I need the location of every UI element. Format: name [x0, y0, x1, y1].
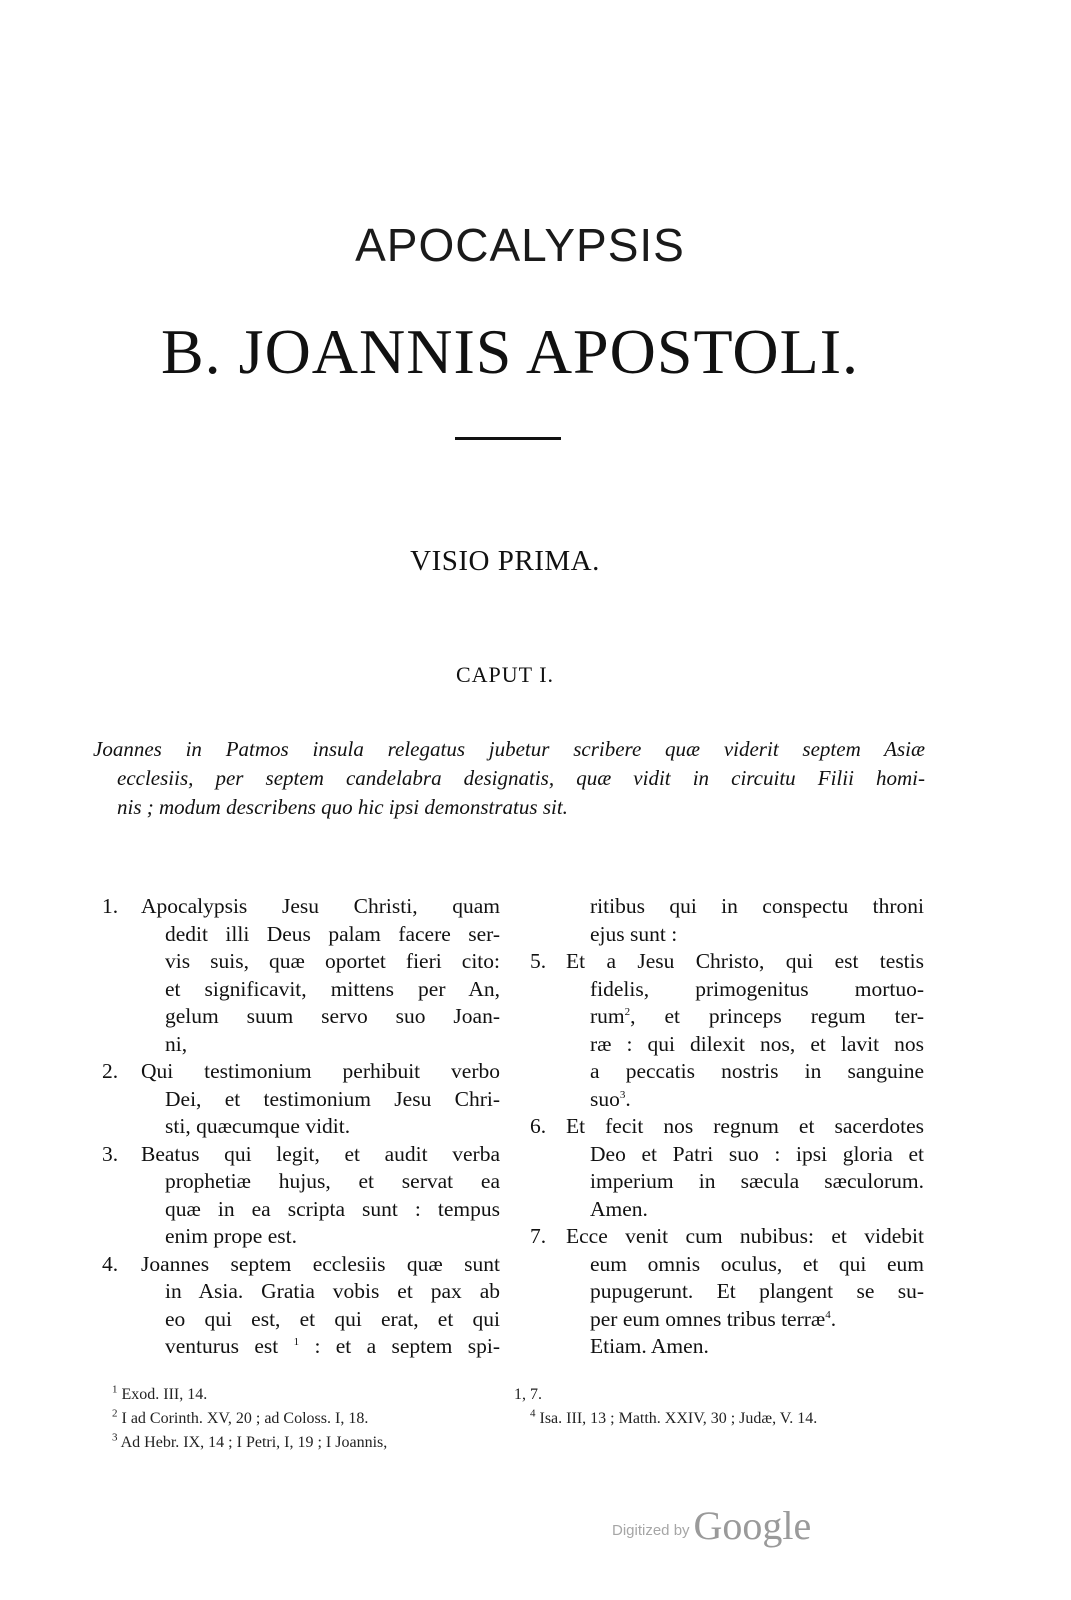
verse-line: Qui testimonium perhibuit verbo: [141, 1059, 500, 1083]
footnote-mark: 1: [293, 1335, 300, 1348]
verse-line: Apocalypsis Jesu Christi, quam: [141, 894, 500, 918]
verse-line: in Asia. Gratia vobis et pax ab: [165, 1279, 500, 1303]
footnote-text: 1, 7.: [514, 1386, 542, 1403]
verse-line: quæ in ea scripta sunt : tempus: [165, 1196, 500, 1221]
verse-line: eum omnis oculus, et qui eum: [590, 1251, 924, 1276]
footnote-mark: 4: [530, 1407, 536, 1420]
verse-line: [590, 1306, 924, 1334]
verse-4: [100, 1251, 500, 1361]
verse-line: [590, 1003, 924, 1031]
verse-line: Etiam. Amen.: [590, 1334, 709, 1358]
verse-line-part: .: [830, 1306, 837, 1331]
verse-number: 1.: [102, 894, 119, 918]
verse-line: Et fecit nos regnum et sacerdotes: [566, 1114, 924, 1138]
footnote-mark: 2: [624, 1005, 631, 1018]
footnote-text: Ad Hebr. IX, 14 ; I Petri, I, 19 ; I Joannis,: [120, 1434, 388, 1451]
verse-number: 4.: [102, 1251, 119, 1276]
section-heading: VISIO PRIMA.: [410, 545, 600, 577]
verse-line: fidelis, primogenitus mortuo-: [590, 976, 924, 1001]
footnote-text: Isa. III, 13 ; Matth. XXIV, 30 ; Judæ, V. 14.: [539, 1410, 818, 1427]
title-rule: [455, 437, 561, 440]
verse-line: Amen.: [590, 1196, 648, 1221]
verse-line: imperium in sæcula sæculorum.: [590, 1169, 924, 1193]
verse-number: 5.: [530, 949, 547, 973]
right-column: [528, 893, 924, 1361]
summary-line: Joannes in Patmos insula relegatus jubetur scribere quæ viderit septem Asiæ: [93, 737, 925, 761]
footnotes-right: [514, 1383, 934, 1431]
verse-line: prophetiæ hujus, et servat ea: [165, 1169, 500, 1193]
verse-6: [528, 1113, 924, 1223]
footnote-text: Exod. III, 14.: [121, 1386, 208, 1403]
footnote: [112, 1407, 512, 1431]
verse-4-continuation: [528, 893, 924, 948]
footnote-mark: 3: [619, 1088, 626, 1101]
verse-line: pupugerunt. Et plangent se su-: [590, 1279, 924, 1303]
verse-number: 6.: [530, 1114, 547, 1138]
verse-1: [100, 893, 500, 1058]
watermark-prefix: Digitized by: [612, 1521, 690, 1539]
verse-line-part: venturus est: [165, 1334, 279, 1358]
digitized-watermark: [612, 1500, 811, 1550]
verse-line: dedit illi Deus palam facere ser-: [165, 921, 500, 946]
verse-line: gelum suum servo suo Joan-: [165, 1004, 500, 1028]
footnote-mark: 2: [112, 1407, 118, 1420]
verse-line: [590, 1086, 924, 1114]
verse-line: enim prope est.: [165, 1224, 297, 1248]
verse-line: [165, 1333, 500, 1361]
left-column: [100, 893, 500, 1361]
footnote-text: I ad Corinth. XV, 20 ; ad Coloss. I, 18.: [121, 1410, 369, 1427]
verse-line: Dei, et testimonium Jesu Chri-: [165, 1086, 500, 1111]
verse-line: vis suis, quæ oportet fieri cito:: [165, 949, 500, 973]
verse-line: Ecce venit cum nubibus: et videbit: [566, 1224, 924, 1248]
verse-line: ritibus qui in conspectu throni: [590, 894, 924, 918]
verse-line: Et a Jesu Christo, qui est testis: [566, 949, 924, 973]
verse-line: eo qui est, et qui erat, et qui: [165, 1306, 500, 1331]
verse-line: Deo et Patri suo : ipsi gloria et: [590, 1141, 924, 1166]
verse-line: Beatus qui legit, et audit verba: [141, 1141, 500, 1166]
verse-line: et significavit, mittens per An,: [165, 976, 500, 1001]
footnote: [112, 1431, 512, 1455]
verse-line-part: , et princeps regum ter-: [630, 1004, 924, 1028]
chapter-summary: [93, 735, 925, 822]
verse-line-part: : et a septem spi-: [314, 1334, 500, 1358]
verse-line-part: suo: [590, 1086, 620, 1111]
footnote-mark: 1: [112, 1383, 118, 1396]
verse-number: 2.: [102, 1059, 119, 1083]
chapter-heading: CAPUT I.: [455, 662, 555, 687]
summary-line: ecclesiis, per septem candelabra designatis, quæ vidit in circuitu Filii homi-: [117, 766, 925, 790]
footnotes-left: [112, 1383, 512, 1455]
footnote-mark: 3: [112, 1431, 118, 1444]
footnote: [514, 1383, 934, 1407]
verse-line-part: .: [625, 1086, 631, 1111]
verse-line: Joannes septem ecclesiis quæ sunt: [141, 1251, 500, 1276]
summary-line: nis ; modum describens quo hic ipsi demonstratus sit.: [117, 795, 568, 819]
verse-number: 7.: [530, 1224, 547, 1248]
google-logo: Google: [693, 1502, 812, 1548]
footnote-mark: 4: [825, 1308, 831, 1321]
verse-line: a peccatis nostris in sanguine: [590, 1059, 924, 1083]
verse-line-part: rum: [590, 1004, 625, 1028]
verse-number: 3.: [102, 1141, 119, 1166]
verse-5: [528, 948, 924, 1113]
title-line-1: APOCALYPSIS: [355, 219, 685, 271]
verse-7: [528, 1223, 924, 1361]
verse-line: ræ : qui dilexit nos, et lavit nos: [590, 1031, 924, 1056]
verse-line: sti, quæcumque vidit.: [165, 1114, 351, 1138]
verse-3: [100, 1141, 500, 1251]
title-line-2: B. JOANNIS APOSTOLI.: [160, 316, 860, 387]
verse-line-part: per eum omnes tribus terræ: [590, 1306, 826, 1331]
verse-line: ni,: [165, 1031, 188, 1056]
footnote: [112, 1383, 512, 1407]
verse-2: [100, 1058, 500, 1141]
footnote: [514, 1407, 934, 1431]
verse-line: ejus sunt :: [590, 921, 678, 946]
